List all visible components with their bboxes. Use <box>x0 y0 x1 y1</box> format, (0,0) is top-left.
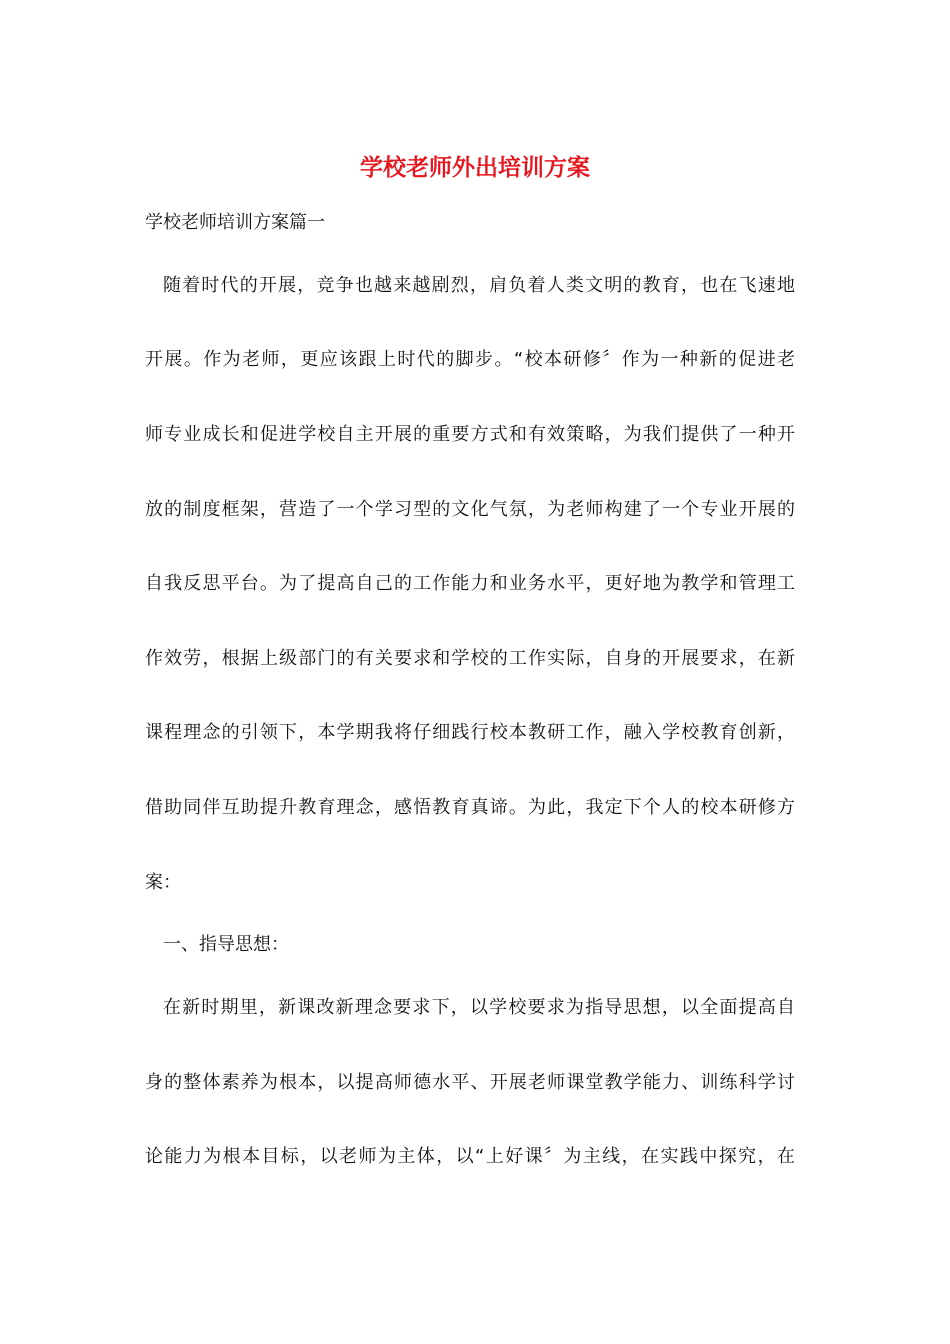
document-title: 学校老师外出培训方案 <box>360 154 590 181</box>
paragraph-line: 课程理念的引领下，本学期我将仔细践行校本教研工作，融入学校教育创新， <box>145 722 795 743</box>
paragraph-line: 随着时代的开展，竞争也越来越剧烈，肩负着人类文明的教育，也在飞速地 <box>163 275 795 296</box>
paragraph-line: 开展。作为老师，更应该跟上时代的脚步。“校本研修〞作为一种新的促进老 <box>145 349 795 370</box>
paragraph-line: 作效劳，根据上级部门的有关要求和学校的工作实际，自身的开展要求，在新 <box>145 648 795 669</box>
section-heading: 一、指导思想： <box>163 934 289 955</box>
paragraph-line: 身的整体素养为根本，以提高师德水平、开展老师课堂教学能力、训练科学讨 <box>145 1072 795 1093</box>
paragraph-line: 在新时期里，新课改新理念要求下，以学校要求为指导思想，以全面提高自 <box>163 997 795 1018</box>
document-subtitle: 学校老师培训方案篇一 <box>145 212 325 233</box>
paragraph-line: 论能力为根本目标，以老师为主体，以“上好课〞为主线，在实践中探究，在 <box>145 1146 795 1167</box>
paragraph-line: 放的制度框架，营造了一个学习型的文化气氛，为老师构建了一个专业开展的 <box>145 499 795 520</box>
paragraph-line: 案： <box>145 872 181 893</box>
paragraph-line: 借助同伴互助提升教育理念，感悟教育真谛。为此，我定下个人的校本研修方 <box>145 797 795 818</box>
paragraph-line: 自我反思平台。为了提高自己的工作能力和业务水平，更好地为教学和管理工 <box>145 573 795 594</box>
paragraph-line: 师专业成长和促进学校自主开展的重要方式和有效策略，为我们提供了一种开 <box>145 424 795 445</box>
